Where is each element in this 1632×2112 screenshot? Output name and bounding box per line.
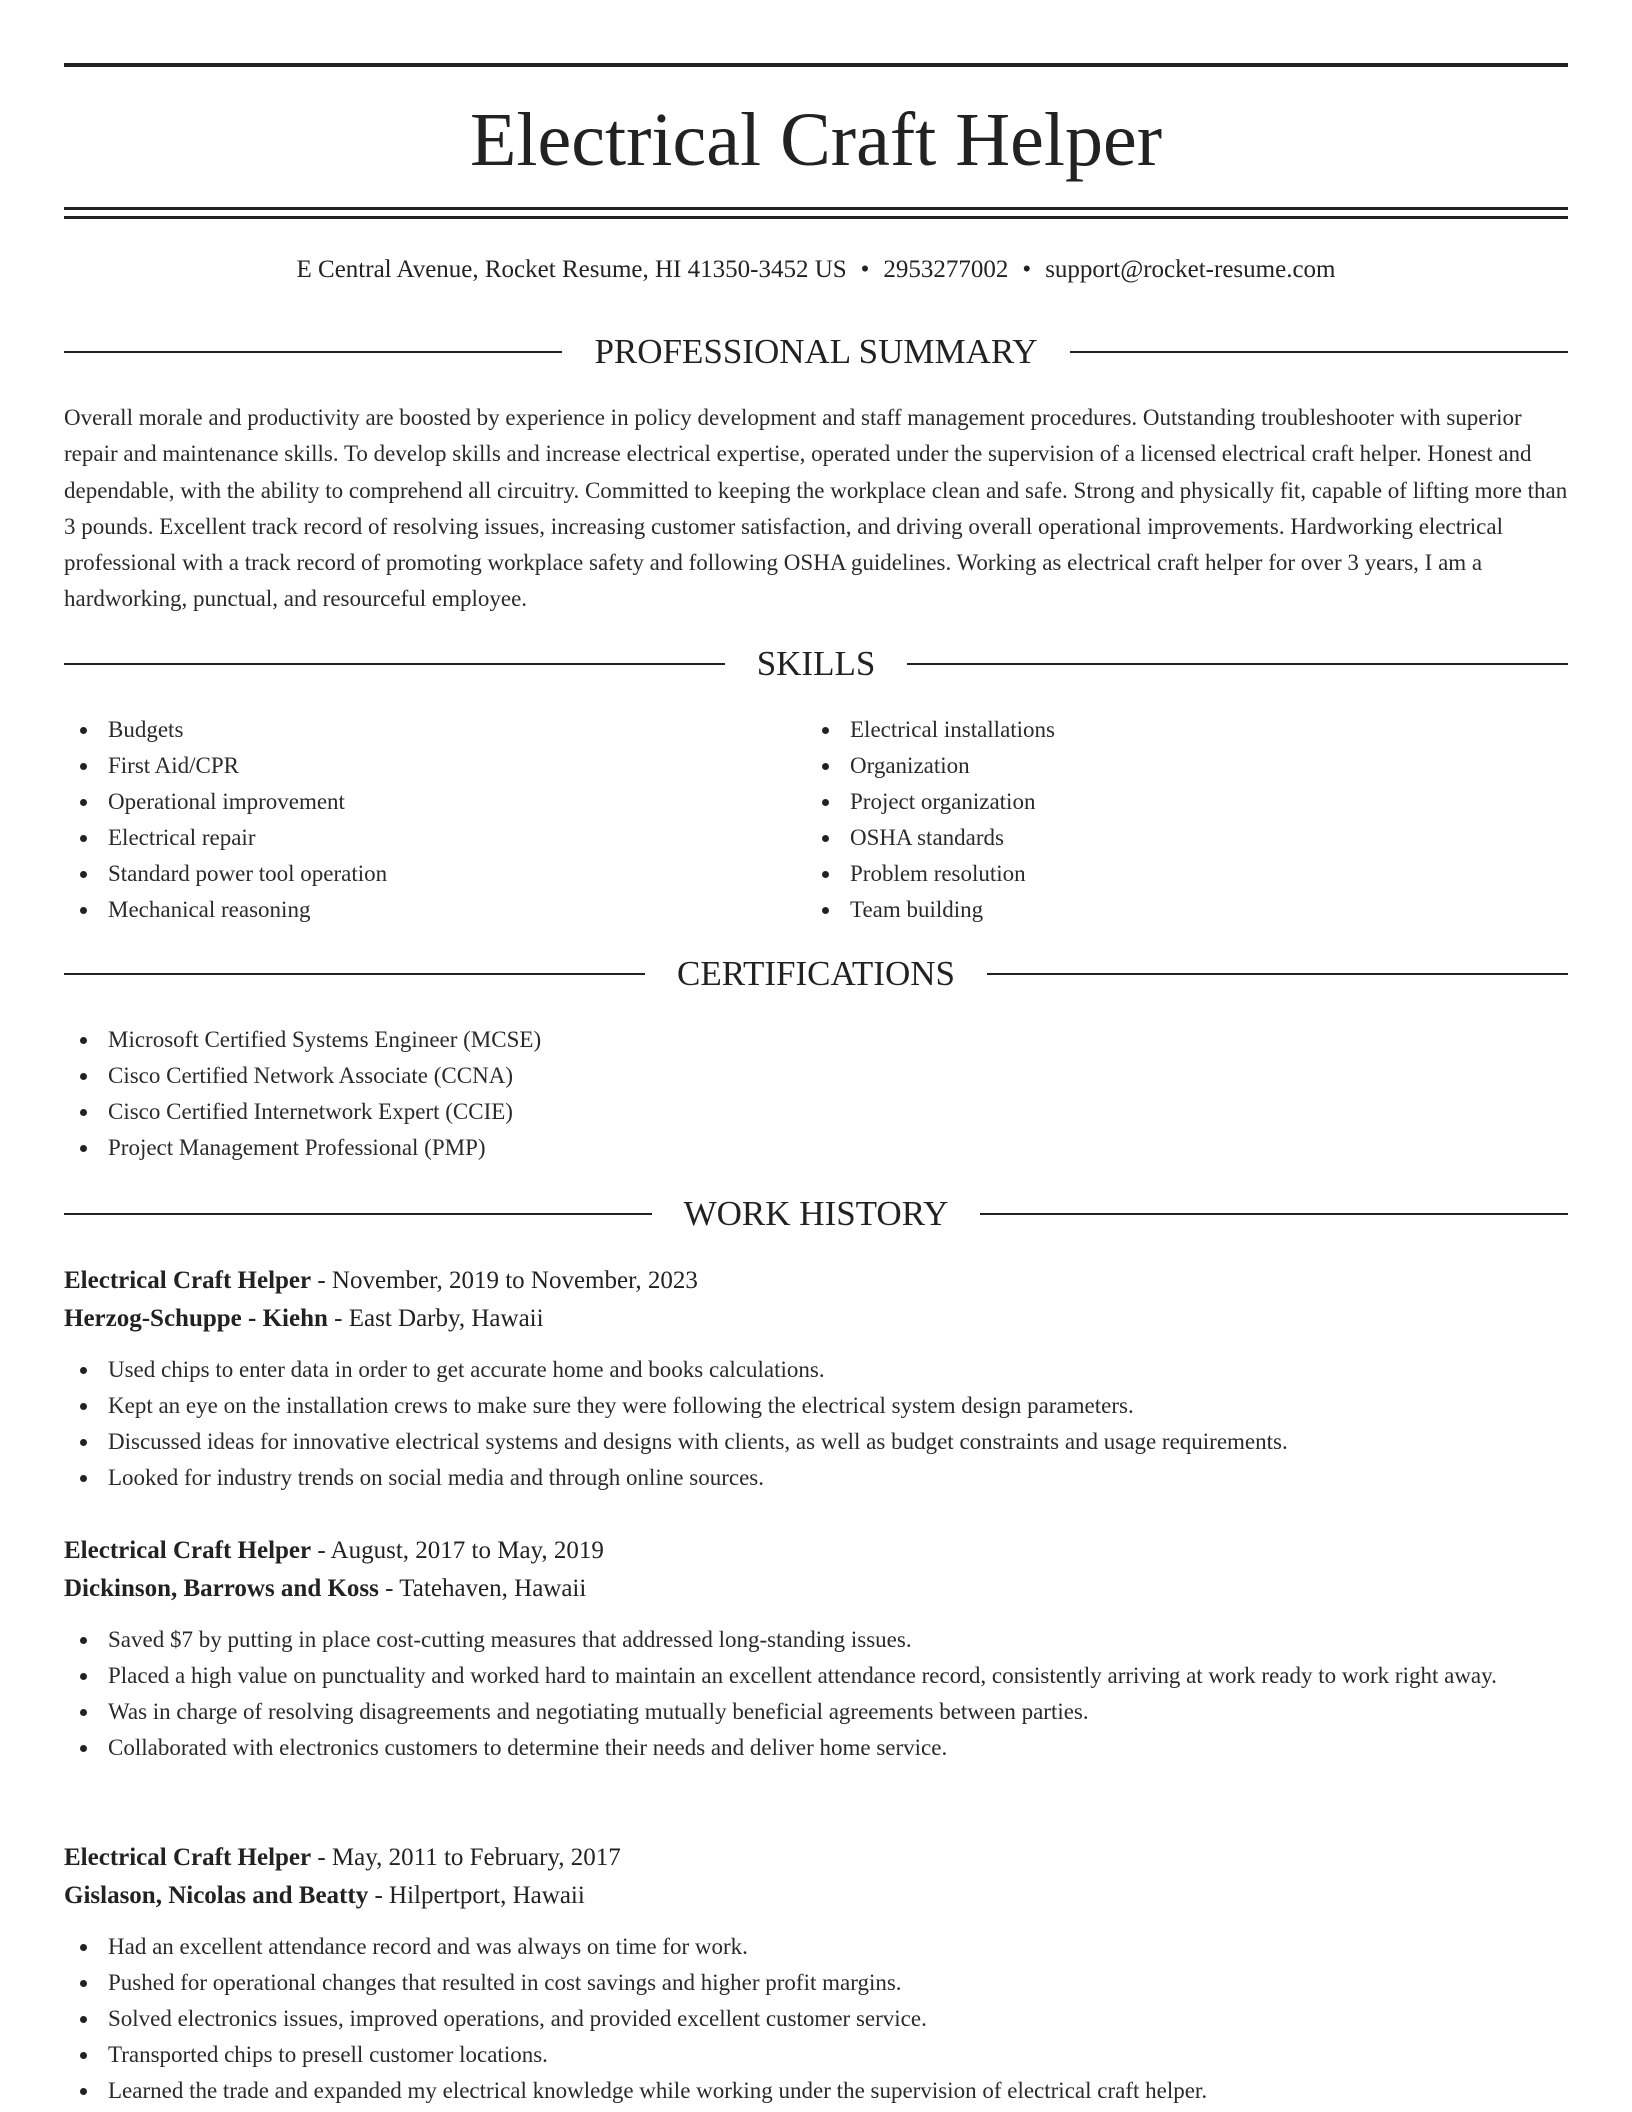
job-title-line <box>64 1262 1568 1300</box>
job-location: - East Darby, Hawaii <box>327 1305 544 1332</box>
job-entry <box>64 1262 1568 1496</box>
job-duties-list <box>64 1622 1568 1766</box>
job-duty: Was in charge of resolving disagreements and negotiating mutually beneficial agreements between parties. <box>64 1694 1568 1730</box>
section-header-summary <box>64 330 1568 374</box>
resume-title: Electrical Craft Helper <box>469 98 1163 182</box>
top-rule <box>64 63 1568 67</box>
job-duties-list <box>64 1929 1568 2109</box>
job-duty: Learned the trade and expanded my electrical knowledge while working under the supervision of electrical craft helper. <box>64 2073 1568 2109</box>
skill-item: Project organization <box>806 784 1566 820</box>
section-rule <box>64 351 562 353</box>
skill-item: Problem resolution <box>806 856 1566 892</box>
skill-item: Electrical repair <box>64 820 804 856</box>
section-title: CERTIFICATIONS <box>677 954 955 993</box>
section-rule <box>980 1213 1568 1215</box>
title-double-rule-upper <box>64 207 1568 210</box>
contact-separator: • <box>860 256 870 283</box>
job-company-line <box>64 1877 1568 1915</box>
job-dates: - November, 2019 to November, 2023 <box>311 1267 698 1294</box>
job-entry <box>64 1839 1568 2109</box>
job-title-line <box>64 1532 1568 1570</box>
section-title: WORK HISTORY <box>683 1194 949 1233</box>
job-location: - Hilpertport, Hawaii <box>368 1882 585 1909</box>
summary-text: Overall morale and productivity are boosted by experience in policy development and staff management procedures. Outstanding troubleshooter with superior repair and maintenance skills. To develop skills and increase electrical expertise, operated under the supervision of a licensed electrical craft helper. Honest and dependable, with the ability to comprehend all circuitry. Committed to keeping the workplace clean and safe. Strong and physically fit, capable of lifting more than 3 pounds. Excellent track record of resolving issues, increasing customer satisfaction, and driving overall operational improvements. Hardworking electrical professional with a track record of promoting workplace safety and following OSHA guidelines. Working as electrical craft helper for over 3 years, I am a hardworking, punctual, and resourceful employee. <box>64 405 1568 612</box>
section-rule <box>64 663 725 665</box>
skill-item: Team building <box>806 892 1566 928</box>
job-duty: Had an excellent attendance record and was always on time for work. <box>64 1929 1568 1965</box>
job-duty: Collaborated with electronics customers to determine their needs and deliver home service. <box>64 1730 1568 1766</box>
section-rule <box>987 973 1568 975</box>
section-title: PROFESSIONAL SUMMARY <box>594 332 1038 371</box>
skill-item: Mechanical reasoning <box>64 892 804 928</box>
skill-item: First Aid/CPR <box>64 748 804 784</box>
job-company-line <box>64 1570 1568 1608</box>
contact-address: E Central Avenue, Rocket Resume, HI 41350-3452 US <box>296 256 847 283</box>
job-dates: - May, 2011 to February, 2017 <box>311 1844 621 1871</box>
contact-line <box>64 252 1568 288</box>
certifications-list <box>64 1022 1568 1166</box>
job-company-line <box>64 1300 1568 1338</box>
job-duty: Transported chips to presell customer locations. <box>64 2037 1568 2073</box>
job-company: Dickinson, Barrows and Koss <box>64 1575 379 1602</box>
section-rule <box>907 663 1568 665</box>
contact-email: support@rocket-resume.com <box>1045 256 1336 283</box>
section-rule <box>64 973 645 975</box>
contact-phone: 2953277002 <box>883 256 1009 283</box>
section-header-certifications <box>64 952 1568 996</box>
job-duties-list <box>64 1352 1568 1496</box>
job-duty: Used chips to enter data in order to get accurate home and books calculations. <box>64 1352 1568 1388</box>
contact-separator: • <box>1022 256 1032 283</box>
job-title: Electrical Craft Helper <box>64 1267 312 1294</box>
certification-item: Microsoft Certified Systems Engineer (MCSE) <box>64 1022 1568 1058</box>
job-location: - Tatehaven, Hawaii <box>378 1575 587 1602</box>
skill-item: Budgets <box>64 712 804 748</box>
section-rule <box>1070 351 1568 353</box>
skill-item: Standard power tool operation <box>64 856 804 892</box>
job-title-line <box>64 1839 1568 1877</box>
job-duty: Saved $7 by putting in place cost-cutting measures that addressed long-standing issues. <box>64 1622 1568 1658</box>
section-title: SKILLS <box>756 644 876 683</box>
certification-item: Cisco Certified Network Associate (CCNA) <box>64 1058 1568 1094</box>
skill-item: OSHA standards <box>806 820 1566 856</box>
job-title: Electrical Craft Helper <box>64 1537 312 1564</box>
skills-list-right <box>806 712 1566 928</box>
certification-item: Project Management Professional (PMP) <box>64 1130 1568 1166</box>
section-header-skills <box>64 642 1568 686</box>
section-rule <box>64 1213 652 1215</box>
job-duty: Placed a high value on punctuality and worked hard to maintain an excellent attendance record, consistently arriving at work ready to work right away. <box>64 1658 1568 1694</box>
section-header-work-history <box>64 1192 1568 1236</box>
job-company: Herzog-Schuppe - Kiehn <box>64 1305 328 1332</box>
skill-item: Operational improvement <box>64 784 804 820</box>
skills-list-left <box>64 712 804 928</box>
job-duty: Pushed for operational changes that resulted in cost savings and higher profit margins. <box>64 1965 1568 2001</box>
job-entry <box>64 1532 1568 1766</box>
skill-item: Organization <box>806 748 1566 784</box>
job-dates: - August, 2017 to May, 2019 <box>311 1537 604 1564</box>
job-duty: Solved electronics issues, improved operations, and provided excellent customer service. <box>64 2001 1568 2037</box>
skill-item: Electrical installations <box>806 712 1566 748</box>
title-double-rule-lower <box>64 216 1568 219</box>
job-title: Electrical Craft Helper <box>64 1844 312 1871</box>
job-company: Gislason, Nicolas and Beatty <box>64 1882 369 1909</box>
job-duty: Kept an eye on the installation crews to make sure they were following the electrical system design parameters. <box>64 1388 1568 1424</box>
job-duty: Looked for industry trends on social media and through online sources. <box>64 1460 1568 1496</box>
job-duty: Discussed ideas for innovative electrical systems and designs with clients, as well as budget constraints and usage requirements. <box>64 1424 1568 1460</box>
certification-item: Cisco Certified Internetwork Expert (CCIE) <box>64 1094 1568 1130</box>
